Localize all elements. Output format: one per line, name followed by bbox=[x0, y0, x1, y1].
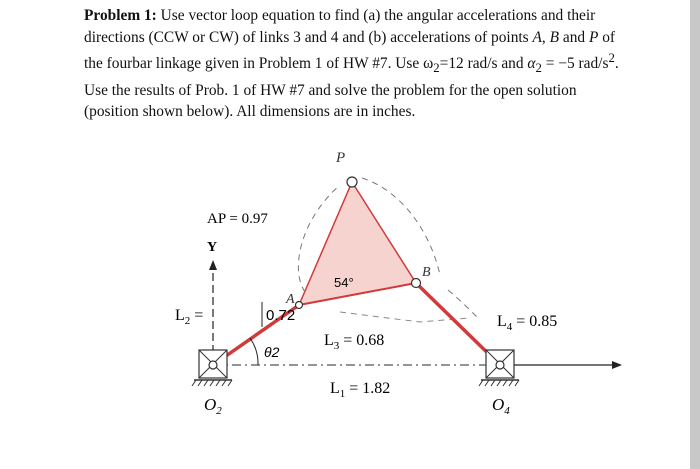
joint-p bbox=[347, 177, 357, 187]
dashed-arc-b4 bbox=[448, 290, 478, 318]
problem-title: Problem 1: bbox=[84, 7, 157, 24]
l2-label-eq: = bbox=[190, 307, 204, 324]
alpha-subscript: 2 bbox=[535, 61, 542, 76]
theta2-arc bbox=[250, 338, 258, 365]
o2-label bbox=[204, 395, 222, 417]
problem-point-a: A bbox=[532, 28, 542, 46]
problem-point-b: B bbox=[549, 28, 560, 46]
problem-text-5: = −5 rad/s bbox=[541, 55, 609, 73]
problem-sep-1: , bbox=[541, 28, 550, 46]
ground-pivot-o4 bbox=[479, 350, 519, 386]
y-axis-arrowhead bbox=[209, 260, 217, 270]
l2-label-sub: 2 bbox=[184, 315, 191, 327]
o2-label-main: O bbox=[204, 395, 217, 414]
l4-label bbox=[497, 313, 557, 333]
o4-label-main: O bbox=[492, 395, 505, 414]
l1-label-sub: 1 bbox=[339, 388, 346, 400]
x-axis-arrowhead bbox=[612, 361, 622, 369]
joint-b bbox=[412, 279, 421, 288]
joint-a bbox=[296, 302, 303, 309]
problem-point-p: P bbox=[588, 28, 599, 46]
point-b-label: B bbox=[422, 265, 431, 280]
ap-label: AP = 0.97 bbox=[207, 211, 268, 227]
l2-label bbox=[175, 307, 203, 327]
l1-label bbox=[330, 380, 390, 400]
l4-label-sub: 4 bbox=[506, 321, 513, 333]
alpha-superscript: 2 bbox=[608, 51, 615, 65]
point-a-label: A bbox=[286, 292, 295, 307]
point-p-label: P bbox=[336, 150, 346, 166]
alpha-symbol: α bbox=[527, 55, 536, 73]
o4-label-sub: 4 bbox=[504, 405, 510, 417]
l1-label-value: = 1.82 bbox=[345, 380, 391, 397]
problem-text-1: Use vector loop equation to find (a) the angular accelerations and their directions (CCW or CW) of links 3 and 4 and (b) accelerations of points bbox=[84, 7, 596, 46]
l3-label-value: = 0.68 bbox=[339, 332, 385, 349]
y-axis-label: Y bbox=[207, 240, 218, 255]
theta2-label: θ2 bbox=[264, 344, 280, 360]
o2-label-sub: 2 bbox=[216, 405, 222, 417]
problem-text-4: =12 rad/s and bbox=[439, 55, 528, 73]
l4-label-value: = 0.85 bbox=[512, 313, 558, 330]
omega-subscript: 2 bbox=[433, 61, 440, 76]
l3-label-prefix: L bbox=[324, 332, 334, 349]
o4-label bbox=[492, 395, 510, 417]
ground-pivot-o2 bbox=[192, 350, 232, 386]
problem-text-6: . Use the results of Prob. 1 of HW #7 and solve the problem for the open solution (position shown below). All dimensions are in inches. bbox=[84, 55, 619, 121]
problem-text-2: and bbox=[559, 28, 589, 46]
l2-label-prefix: L bbox=[175, 307, 185, 324]
l3-label-sub: 3 bbox=[333, 340, 340, 352]
l2-value: 0.72 bbox=[266, 307, 296, 324]
l1-label-prefix: L bbox=[330, 380, 340, 397]
l3-label bbox=[324, 332, 384, 352]
angle-54-label: 54° bbox=[334, 275, 354, 290]
l4-label-prefix: L bbox=[497, 313, 507, 330]
problem-text-3: of the fourbar linkage given in Problem 1 of HW #7. Use ω bbox=[84, 28, 616, 73]
